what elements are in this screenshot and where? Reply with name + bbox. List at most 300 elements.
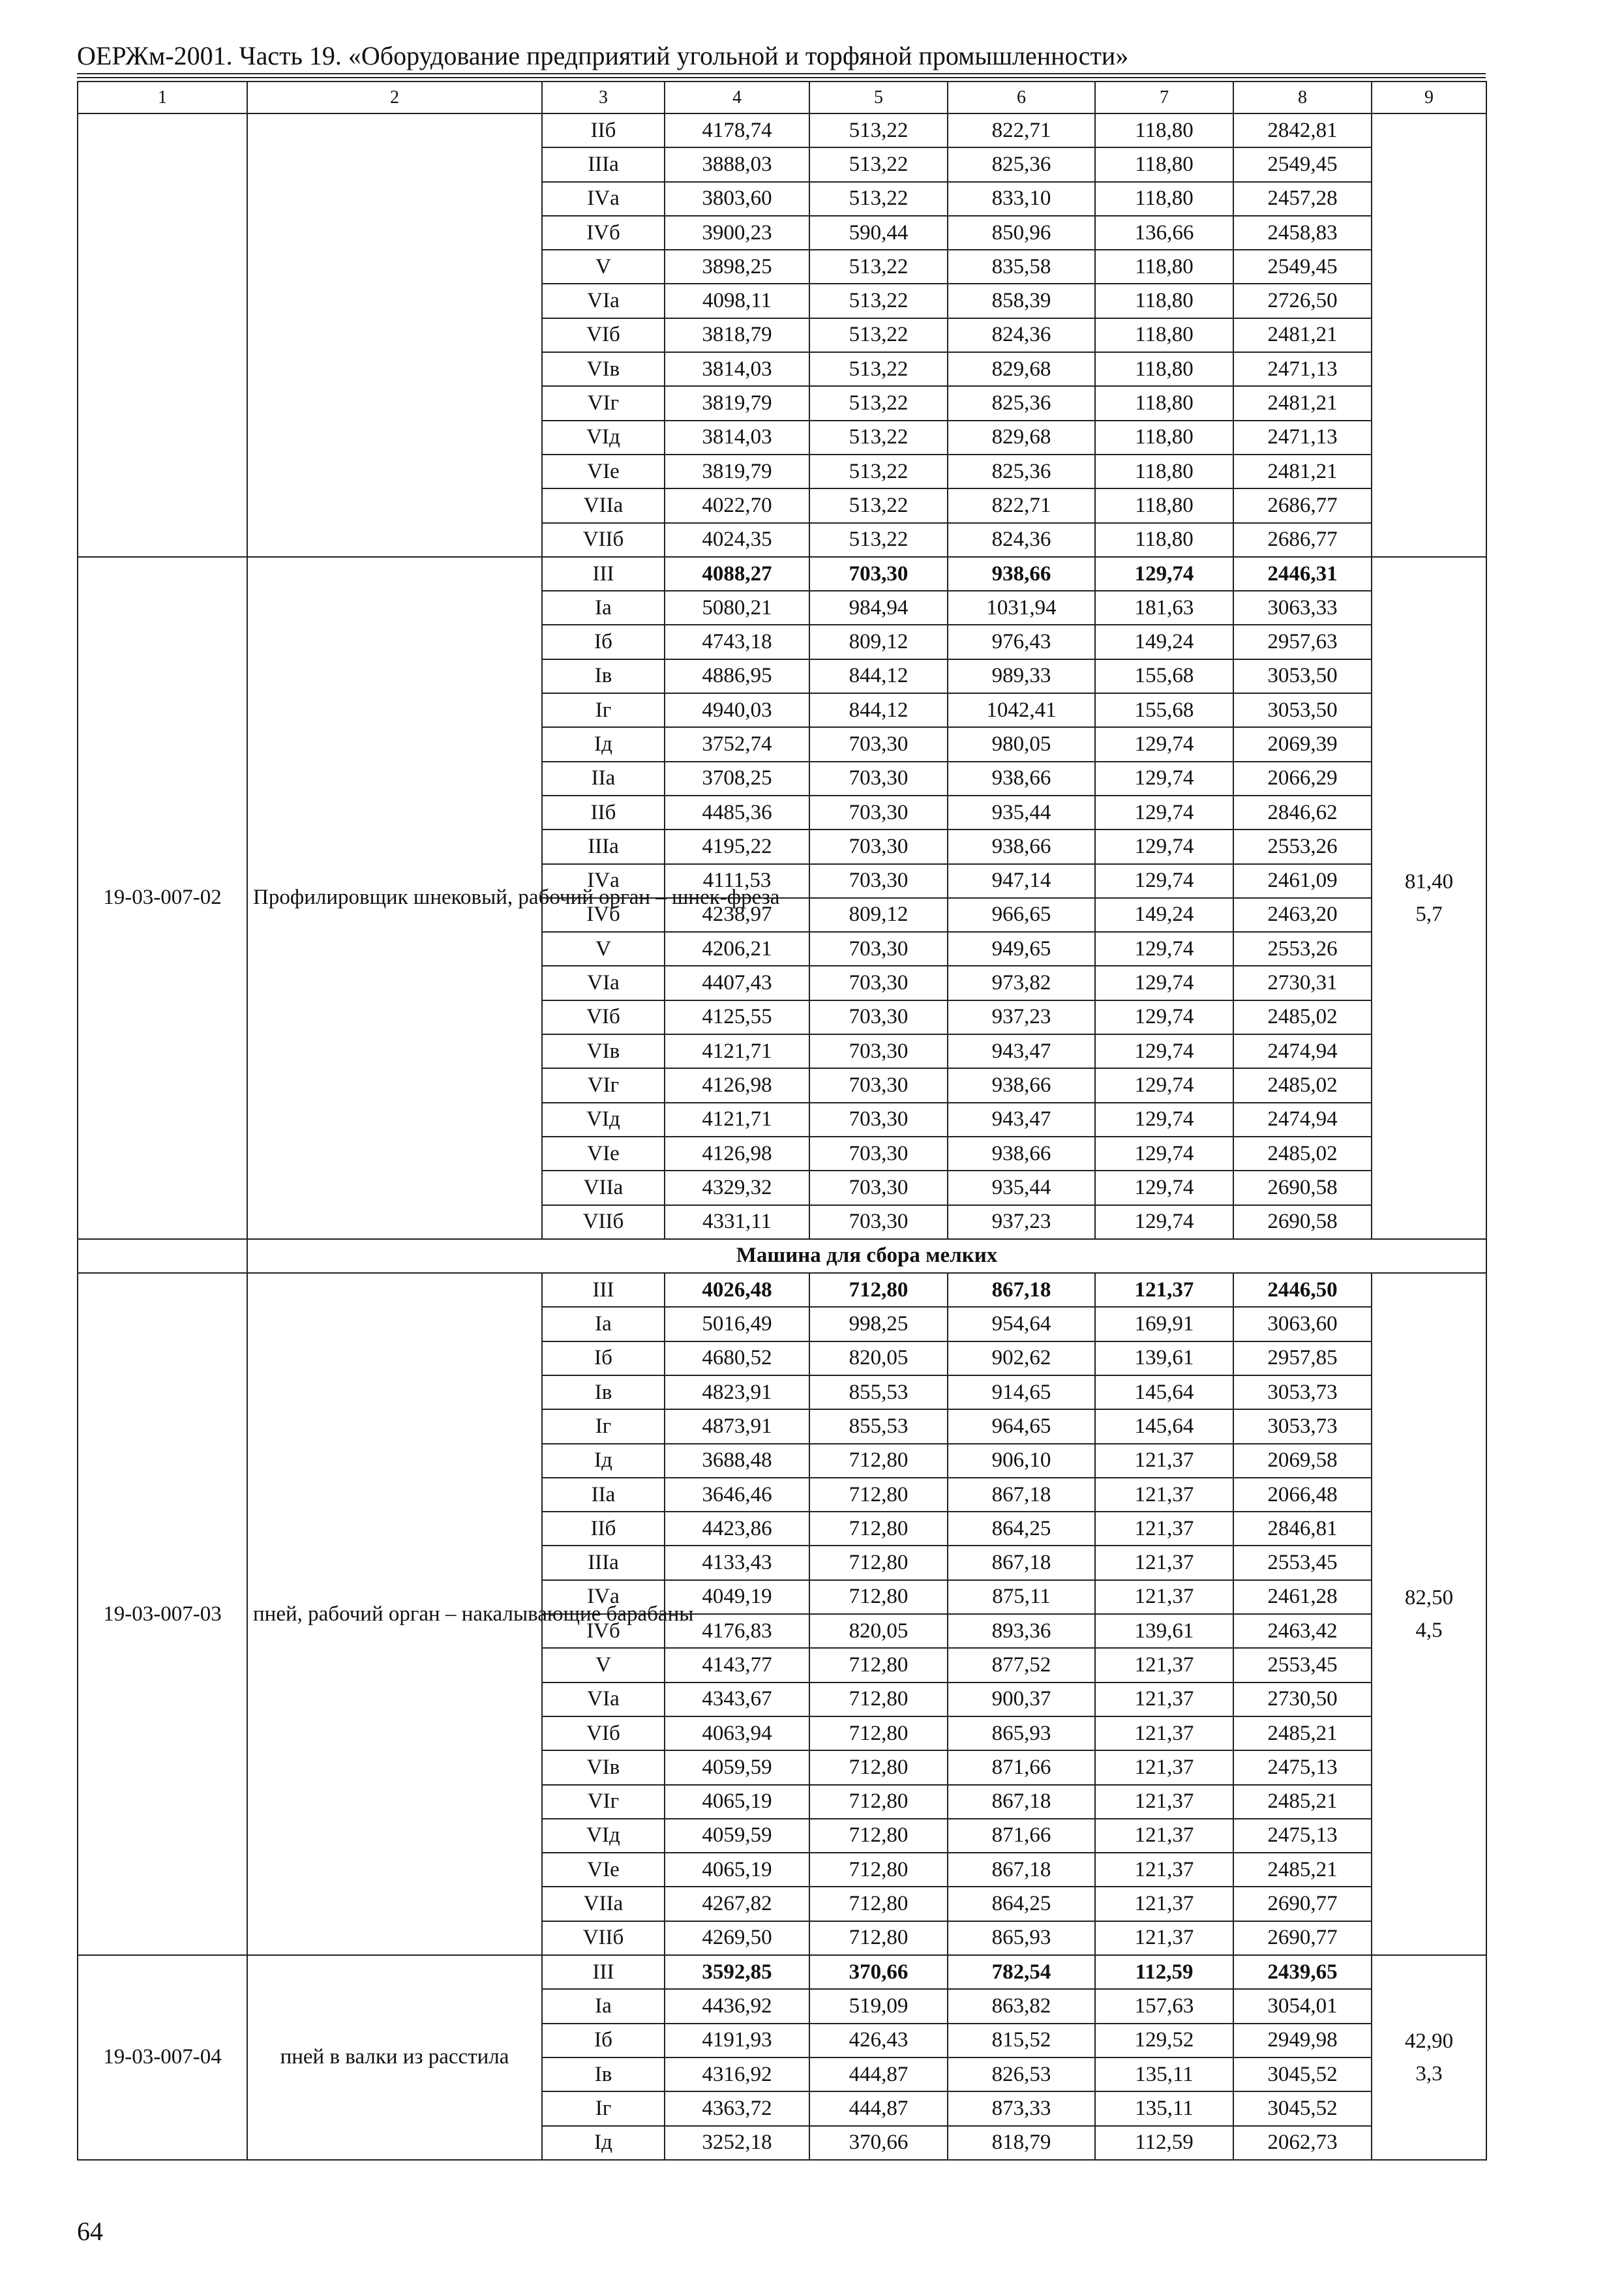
value-cell: 121,37 [1095, 1887, 1233, 1921]
value-cell: 155,68 [1095, 693, 1233, 727]
zone-cell: VIд [542, 421, 665, 455]
value-cell: 513,22 [809, 421, 948, 455]
value-cell: 3818,79 [665, 318, 809, 352]
value-cell: 2485,21 [1233, 1785, 1372, 1819]
value-cell: 2475,13 [1233, 1819, 1372, 1853]
value-cell: 3814,03 [665, 352, 809, 386]
zone-cell: V [542, 932, 665, 966]
column-number: 9 [1372, 82, 1486, 113]
zone-cell: VIIб [542, 1921, 665, 1955]
code-cell [78, 113, 247, 557]
value-cell: 129,74 [1095, 796, 1233, 830]
value-cell: 820,05 [809, 1341, 948, 1375]
value-cell: 118,80 [1095, 113, 1233, 147]
value-cell: 949,65 [948, 932, 1095, 966]
col9-cell [1372, 557, 1486, 1239]
value-cell: 712,80 [809, 1750, 948, 1784]
value-cell: 118,80 [1095, 455, 1233, 488]
value-cell: 3708,25 [665, 762, 809, 796]
value-cell: 820,05 [809, 1614, 948, 1648]
value-cell: 2446,31 [1233, 557, 1372, 591]
value-cell: 2690,77 [1233, 1921, 1372, 1955]
value-cell: 703,30 [809, 762, 948, 796]
value-cell: 118,80 [1095, 147, 1233, 181]
value-cell: 129,74 [1095, 864, 1233, 898]
value-cell: 4743,18 [665, 625, 809, 659]
value-cell: 3252,18 [665, 2126, 809, 2160]
value-cell: 864,25 [948, 1512, 1095, 1546]
value-cell: 129,74 [1095, 1000, 1233, 1034]
value-cell: 145,64 [1095, 1375, 1233, 1409]
zone-cell: VIа [542, 966, 665, 1000]
zone-cell: IVа [542, 182, 665, 216]
value-cell: 712,80 [809, 1853, 948, 1887]
table-body [78, 82, 1486, 2160]
zone-cell: IIа [542, 762, 665, 796]
zone-cell: III [542, 557, 665, 591]
value-cell: 2485,02 [1233, 1137, 1372, 1171]
value-cell: 2957,63 [1233, 625, 1372, 659]
value-cell: 4065,19 [665, 1785, 809, 1819]
value-cell: 712,80 [809, 1546, 948, 1579]
value-cell: 3045,52 [1233, 2091, 1372, 2125]
value-cell: 815,52 [948, 2024, 1095, 2057]
value-cell: 893,36 [948, 1614, 1095, 1648]
column-number: 6 [948, 82, 1095, 113]
value-cell: 3054,01 [1233, 1989, 1372, 2023]
value-cell: 513,22 [809, 318, 948, 352]
value-cell: 824,36 [948, 318, 1095, 352]
zone-cell: VIIа [542, 488, 665, 522]
zone-cell: Iв [542, 659, 665, 693]
value-cell: 2461,28 [1233, 1580, 1372, 1614]
zone-cell: IIа [542, 1478, 665, 1512]
value-cell: 2474,94 [1233, 1034, 1372, 1068]
value-cell: 4873,91 [665, 1409, 809, 1443]
price-table [77, 81, 1487, 2161]
zone-cell: IVб [542, 1614, 665, 1648]
value-cell: 703,30 [809, 1205, 948, 1239]
value-cell: 370,66 [809, 2126, 948, 2160]
value-cell: 121,37 [1095, 1580, 1233, 1614]
value-cell: 3803,60 [665, 182, 809, 216]
value-cell: 129,74 [1095, 1137, 1233, 1171]
zone-cell: VIIб [542, 523, 665, 557]
column-number: 8 [1233, 82, 1372, 113]
column-number: 4 [665, 82, 809, 113]
zone-cell: IVа [542, 1580, 665, 1614]
value-cell: 4195,22 [665, 830, 809, 863]
value-cell: 938,66 [948, 1137, 1095, 1171]
col9-cell [1372, 1955, 1486, 2160]
value-cell: 829,68 [948, 421, 1095, 455]
value-cell: 3053,50 [1233, 659, 1372, 693]
value-cell: 121,37 [1095, 1750, 1233, 1784]
column-number: 7 [1095, 82, 1233, 113]
value-cell: 703,30 [809, 932, 948, 966]
value-cell: 703,30 [809, 557, 948, 591]
value-cell: 2553,26 [1233, 932, 1372, 966]
value-cell: 513,22 [809, 523, 948, 557]
value-cell: 937,23 [948, 1000, 1095, 1034]
value-cell: 712,80 [809, 1716, 948, 1750]
value-cell: 129,74 [1095, 1068, 1233, 1102]
value-cell: 4059,59 [665, 1819, 809, 1853]
value-cell: 2481,21 [1233, 386, 1372, 420]
header-rule-double [77, 77, 1486, 78]
value-cell: 2485,21 [1233, 1716, 1372, 1750]
value-cell: 825,36 [948, 147, 1095, 181]
value-cell: 129,74 [1095, 1205, 1233, 1239]
value-cell: 712,80 [809, 1580, 948, 1614]
value-cell: 513,22 [809, 352, 948, 386]
value-cell: 938,66 [948, 762, 1095, 796]
zone-cell: VIе [542, 1137, 665, 1171]
col9-value: 82,50 [1404, 1586, 1454, 1610]
value-cell: 121,37 [1095, 1921, 1233, 1955]
zone-cell: IIIа [542, 147, 665, 181]
value-cell: 938,66 [948, 557, 1095, 591]
zone-cell: VIе [542, 1853, 665, 1887]
value-cell: 2726,50 [1233, 284, 1372, 318]
zone-cell: IIб [542, 796, 665, 830]
value-cell: 2069,39 [1233, 727, 1372, 761]
zone-cell: VIб [542, 1716, 665, 1750]
value-cell: 112,59 [1095, 1955, 1233, 1989]
zone-cell: VIIб [542, 1205, 665, 1239]
value-cell: 2481,21 [1233, 318, 1372, 352]
value-cell: 998,25 [809, 1307, 948, 1341]
value-cell: 844,12 [809, 693, 948, 727]
value-cell: 864,25 [948, 1887, 1095, 1921]
value-cell: 3063,60 [1233, 1307, 1372, 1341]
value-cell: 2730,50 [1233, 1683, 1372, 1716]
value-cell: 935,44 [948, 1171, 1095, 1204]
value-cell: 145,64 [1095, 1409, 1233, 1443]
value-cell: 2949,98 [1233, 2024, 1372, 2057]
value-cell: 2553,45 [1233, 1648, 1372, 1682]
value-cell: 938,66 [948, 830, 1095, 863]
code-cell: 19-03-007-02 [78, 557, 247, 1239]
value-cell: 833,10 [948, 182, 1095, 216]
value-cell: 157,63 [1095, 1989, 1233, 2023]
value-cell: 4485,36 [665, 796, 809, 830]
value-cell: 121,37 [1095, 1512, 1233, 1546]
value-cell: 4680,52 [665, 1341, 809, 1375]
zone-cell: Iв [542, 1375, 665, 1409]
zone-cell: Iа [542, 1989, 665, 2023]
value-cell: 976,43 [948, 625, 1095, 659]
value-cell: 121,37 [1095, 1648, 1233, 1682]
value-cell: 712,80 [809, 1921, 948, 1955]
value-cell: 947,14 [948, 864, 1095, 898]
value-cell: 4886,95 [665, 659, 809, 693]
value-cell: 121,37 [1095, 1716, 1233, 1750]
zone-cell: Iд [542, 2126, 665, 2160]
zone-cell: Iб [542, 2024, 665, 2057]
col9-value: 81,40 [1404, 869, 1454, 893]
value-cell: 4063,94 [665, 1716, 809, 1750]
value-cell: 906,10 [948, 1444, 1095, 1478]
value-cell: 4133,43 [665, 1546, 809, 1579]
value-cell: 2690,58 [1233, 1171, 1372, 1204]
value-cell: 4423,86 [665, 1512, 809, 1546]
value-cell: 4363,72 [665, 2091, 809, 2125]
value-cell: 712,80 [809, 1785, 948, 1819]
zone-cell: VIд [542, 1819, 665, 1853]
value-cell: 3814,03 [665, 421, 809, 455]
value-cell: 4206,21 [665, 932, 809, 966]
value-cell: 129,74 [1095, 830, 1233, 863]
value-cell: 4178,74 [665, 113, 809, 147]
value-cell: 4022,70 [665, 488, 809, 522]
zone-cell: Iг [542, 693, 665, 727]
value-cell: 871,66 [948, 1819, 1095, 1853]
zone-cell: IIб [542, 1512, 665, 1546]
zone-cell: IVб [542, 216, 665, 250]
value-cell: 2457,28 [1233, 182, 1372, 216]
value-cell: 825,36 [948, 455, 1095, 488]
value-cell: 5080,21 [665, 591, 809, 625]
zone-cell: Iб [542, 1341, 665, 1375]
value-cell: 867,18 [948, 1853, 1095, 1887]
value-cell: 121,37 [1095, 1478, 1233, 1512]
value-cell: 964,65 [948, 1409, 1095, 1443]
page-header: ОЕРЖм-2001. Часть 19. «Оборудование предприятий угольной и торфяной промышленности» [77, 41, 1129, 70]
name-cell: пней в валки из расстила [247, 1955, 542, 2160]
value-cell: 703,30 [809, 1000, 948, 1034]
value-cell: 943,47 [948, 1103, 1095, 1137]
zone-cell: VIб [542, 1000, 665, 1034]
value-cell: 118,80 [1095, 250, 1233, 284]
value-cell: 703,30 [809, 864, 948, 898]
value-cell: 2553,45 [1233, 1546, 1372, 1579]
zone-cell: VIа [542, 1683, 665, 1716]
value-cell: 2461,09 [1233, 864, 1372, 898]
value-cell: 3888,03 [665, 147, 809, 181]
column-number-row [78, 82, 1486, 113]
value-cell: 118,80 [1095, 284, 1233, 318]
value-cell: 943,47 [948, 1034, 1095, 1068]
value-cell: 129,74 [1095, 932, 1233, 966]
value-cell: 3592,85 [665, 1955, 809, 1989]
value-cell: 850,96 [948, 216, 1095, 250]
value-cell: 136,66 [1095, 216, 1233, 250]
section-title: Машина для сбора мелких [247, 1239, 1486, 1273]
value-cell: 139,61 [1095, 1341, 1233, 1375]
value-cell: 980,05 [948, 727, 1095, 761]
zone-cell: VIIа [542, 1171, 665, 1204]
value-cell: 4940,03 [665, 693, 809, 727]
value-cell: 2846,81 [1233, 1512, 1372, 1546]
zone-cell: VIIа [542, 1887, 665, 1921]
value-cell: 4024,35 [665, 523, 809, 557]
value-cell: 954,64 [948, 1307, 1095, 1341]
zone-cell: VIв [542, 1750, 665, 1784]
value-cell: 4098,11 [665, 284, 809, 318]
value-cell: 712,80 [809, 1512, 948, 1546]
value-cell: 2553,26 [1233, 830, 1372, 863]
value-cell: 4111,53 [665, 864, 809, 898]
name-cell [247, 113, 542, 557]
value-cell: 2463,42 [1233, 1614, 1372, 1648]
value-cell: 513,22 [809, 284, 948, 318]
value-cell: 129,74 [1095, 557, 1233, 591]
value-cell: 2846,62 [1233, 796, 1372, 830]
main-price-row [78, 1273, 1486, 1307]
value-cell: 118,80 [1095, 421, 1233, 455]
value-cell: 3053,73 [1233, 1409, 1372, 1443]
value-cell: 900,37 [948, 1683, 1095, 1716]
zone-cell: IIб [542, 113, 665, 147]
col9-value: 5,7 [1415, 902, 1443, 926]
value-cell: 855,53 [809, 1409, 948, 1443]
value-cell: 712,80 [809, 1444, 948, 1478]
value-cell: 3688,48 [665, 1444, 809, 1478]
section-code-cell [78, 1239, 247, 1273]
value-cell: 2485,21 [1233, 1853, 1372, 1887]
zone-cell: VIг [542, 386, 665, 420]
value-cell: 703,30 [809, 1034, 948, 1068]
col9-value: 42,90 [1404, 2029, 1454, 2053]
value-cell: 825,36 [948, 386, 1095, 420]
value-cell: 118,80 [1095, 488, 1233, 522]
zone-cell: Iд [542, 727, 665, 761]
name-cell: пней, рабочий орган – накалывающие барабаны [247, 1273, 542, 1955]
value-cell: 865,93 [948, 1716, 1095, 1750]
value-cell: 118,80 [1095, 352, 1233, 386]
section-row [78, 1239, 1486, 1273]
value-cell: 844,12 [809, 659, 948, 693]
value-cell: 984,94 [809, 591, 948, 625]
value-cell: 426,43 [809, 2024, 948, 2057]
value-cell: 2471,13 [1233, 352, 1372, 386]
value-cell: 3819,79 [665, 455, 809, 488]
value-cell: 135,11 [1095, 2057, 1233, 2091]
col9-cell [1372, 113, 1486, 557]
value-cell: 809,12 [809, 625, 948, 659]
value-cell: 4191,93 [665, 2024, 809, 2057]
value-cell: 989,33 [948, 659, 1095, 693]
zone-cell: Iг [542, 1409, 665, 1443]
value-cell: 513,22 [809, 250, 948, 284]
value-cell: 118,80 [1095, 386, 1233, 420]
value-cell: 121,37 [1095, 1444, 1233, 1478]
value-cell: 121,37 [1095, 1273, 1233, 1307]
column-number: 2 [247, 82, 542, 113]
value-cell: 826,53 [948, 2057, 1095, 2091]
main-price-row [78, 557, 1486, 591]
zone-cell: V [542, 1648, 665, 1682]
header-rule [77, 73, 1486, 74]
value-cell: 829,68 [948, 352, 1095, 386]
value-cell: 867,18 [948, 1478, 1095, 1512]
value-cell: 139,61 [1095, 1614, 1233, 1648]
value-cell: 867,18 [948, 1546, 1095, 1579]
value-cell: 809,12 [809, 898, 948, 932]
value-cell: 129,74 [1095, 1171, 1233, 1204]
value-cell: 3063,33 [1233, 591, 1372, 625]
value-cell: 4823,91 [665, 1375, 809, 1409]
value-cell: 129,74 [1095, 727, 1233, 761]
col9-value: 4,5 [1415, 1619, 1443, 1643]
value-cell: 118,80 [1095, 182, 1233, 216]
value-cell: 712,80 [809, 1683, 948, 1716]
value-cell: 4126,98 [665, 1137, 809, 1171]
code-cell: 19-03-007-04 [78, 1955, 247, 2160]
value-cell: 4267,82 [665, 1887, 809, 1921]
page-number: 64 [77, 2217, 103, 2246]
col9-cell [1372, 1273, 1486, 1955]
value-cell: 4269,50 [665, 1921, 809, 1955]
value-cell: 867,18 [948, 1273, 1095, 1307]
value-cell: 4329,32 [665, 1171, 809, 1204]
zone-cell: VIд [542, 1103, 665, 1137]
value-cell: 2069,58 [1233, 1444, 1372, 1478]
zone-cell: VIе [542, 455, 665, 488]
value-cell: 169,91 [1095, 1307, 1233, 1341]
zone-cell: IIIа [542, 1546, 665, 1579]
zone-cell: VIа [542, 284, 665, 318]
value-cell: 121,37 [1095, 1546, 1233, 1579]
value-cell: 2957,85 [1233, 1341, 1372, 1375]
value-cell: 4026,48 [665, 1273, 809, 1307]
value-cell: 4407,43 [665, 966, 809, 1000]
value-cell: 865,93 [948, 1921, 1095, 1955]
value-cell: 2730,31 [1233, 966, 1372, 1000]
value-cell: 2458,83 [1233, 216, 1372, 250]
zone-cell: Iа [542, 591, 665, 625]
zone-cell: IVа [542, 864, 665, 898]
value-cell: 712,80 [809, 1478, 948, 1512]
value-cell: 4143,77 [665, 1648, 809, 1682]
value-cell: 712,80 [809, 1648, 948, 1682]
price-row [78, 113, 1486, 147]
zone-cell: V [542, 250, 665, 284]
zone-cell: Iа [542, 1307, 665, 1341]
value-cell: 513,22 [809, 147, 948, 181]
value-cell: 3900,23 [665, 216, 809, 250]
value-cell: 129,52 [1095, 2024, 1233, 2057]
value-cell: 5016,49 [665, 1307, 809, 1341]
value-cell: 703,30 [809, 1103, 948, 1137]
value-cell: 513,22 [809, 113, 948, 147]
value-cell: 4049,19 [665, 1580, 809, 1614]
value-cell: 2446,50 [1233, 1273, 1372, 1307]
value-cell: 2062,73 [1233, 2126, 1372, 2160]
value-cell: 4176,83 [665, 1614, 809, 1648]
value-cell: 2842,81 [1233, 113, 1372, 147]
value-cell: 2549,45 [1233, 147, 1372, 181]
value-cell: 121,37 [1095, 1683, 1233, 1716]
value-cell: 181,63 [1095, 591, 1233, 625]
zone-cell: VIг [542, 1785, 665, 1819]
name-cell: Профилировщик шнековый, рабочий орган – шнек-фреза [247, 557, 542, 1239]
column-number: 5 [809, 82, 948, 113]
column-number: 3 [542, 82, 665, 113]
value-cell: 149,24 [1095, 625, 1233, 659]
col9-value: 3,3 [1415, 2061, 1443, 2086]
zone-cell: Iб [542, 625, 665, 659]
value-cell: 703,30 [809, 727, 948, 761]
value-cell: 877,52 [948, 1648, 1095, 1682]
value-cell: 4331,11 [665, 1205, 809, 1239]
value-cell: 822,71 [948, 488, 1095, 522]
value-cell: 855,53 [809, 1375, 948, 1409]
value-cell: 2066,48 [1233, 1478, 1372, 1512]
value-cell: 703,30 [809, 1137, 948, 1171]
value-cell: 129,74 [1095, 1034, 1233, 1068]
